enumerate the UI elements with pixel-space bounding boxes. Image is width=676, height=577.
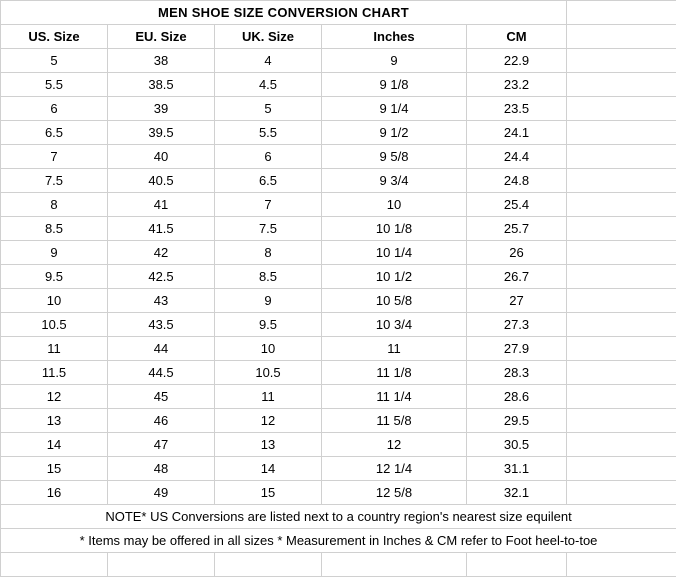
- cell-inches: 9 1/8: [322, 73, 467, 97]
- cell-cm: 23.2: [467, 73, 567, 97]
- cell-inches: 10 1/8: [322, 217, 467, 241]
- cell-uk-size: 11: [215, 385, 322, 409]
- table-row: [1, 145, 676, 169]
- empty-cell: [567, 217, 676, 241]
- cell-cm: 26: [467, 241, 567, 265]
- chart-title: MEN SHOE SIZE CONVERSION CHART: [1, 1, 567, 25]
- cell-inches: 11 5/8: [322, 409, 467, 433]
- cell-uk-size: 8: [215, 241, 322, 265]
- empty-cell: [567, 553, 676, 577]
- cell-inches: 9 1/2: [322, 121, 467, 145]
- table-row: [1, 241, 676, 265]
- empty-cell: [1, 553, 108, 577]
- cell-uk-size: 4.5: [215, 73, 322, 97]
- cell-uk-size: 5.5: [215, 121, 322, 145]
- cell-us-size: 14: [1, 433, 108, 457]
- cell-uk-size: 6.5: [215, 169, 322, 193]
- cell-us-size: 11.5: [1, 361, 108, 385]
- empty-cell: [567, 169, 676, 193]
- cell-us-size: 9.5: [1, 265, 108, 289]
- filler-row: [1, 553, 676, 577]
- cell-cm: 32.1: [467, 481, 567, 505]
- cell-inches: 9 3/4: [322, 169, 467, 193]
- cell-cm: 27: [467, 289, 567, 313]
- empty-cell: [567, 49, 676, 73]
- cell-cm: 25.4: [467, 193, 567, 217]
- empty-cell: [567, 409, 676, 433]
- cell-us-size: 9: [1, 241, 108, 265]
- title-row: [1, 1, 676, 25]
- cell-cm: 22.9: [467, 49, 567, 73]
- cell-inches: 11 1/4: [322, 385, 467, 409]
- cell-eu-size: 46: [108, 409, 215, 433]
- table-row: [1, 409, 676, 433]
- cell-cm: 23.5: [467, 97, 567, 121]
- empty-cell: [567, 97, 676, 121]
- table-row: [1, 361, 676, 385]
- column-header-uk-size: UK. Size: [215, 25, 322, 49]
- empty-cell: [567, 1, 676, 25]
- cell-us-size: 5.5: [1, 73, 108, 97]
- table-row: [1, 121, 676, 145]
- table-row: [1, 217, 676, 241]
- table-row: [1, 193, 676, 217]
- cell-inches: 9: [322, 49, 467, 73]
- cell-cm: 26.7: [467, 265, 567, 289]
- empty-cell: [567, 481, 676, 505]
- cell-inches: 10 1/4: [322, 241, 467, 265]
- cell-us-size: 10: [1, 289, 108, 313]
- table-row: [1, 457, 676, 481]
- cell-inches: 12 1/4: [322, 457, 467, 481]
- cell-cm: 30.5: [467, 433, 567, 457]
- cell-us-size: 6.5: [1, 121, 108, 145]
- cell-eu-size: 42.5: [108, 265, 215, 289]
- cell-cm: 24.8: [467, 169, 567, 193]
- cell-eu-size: 38.5: [108, 73, 215, 97]
- cell-eu-size: 40.5: [108, 169, 215, 193]
- table-row: [1, 313, 676, 337]
- empty-cell: [567, 121, 676, 145]
- cell-inches: 10 3/4: [322, 313, 467, 337]
- empty-cell: [567, 25, 676, 49]
- column-header-inches: Inches: [322, 25, 467, 49]
- cell-eu-size: 39: [108, 97, 215, 121]
- empty-cell: [567, 145, 676, 169]
- table-row: [1, 433, 676, 457]
- empty-cell: [567, 457, 676, 481]
- cell-us-size: 7: [1, 145, 108, 169]
- cell-inches: 10 5/8: [322, 289, 467, 313]
- cell-eu-size: 41: [108, 193, 215, 217]
- empty-cell: [567, 433, 676, 457]
- cell-us-size: 11: [1, 337, 108, 361]
- cell-uk-size: 7.5: [215, 217, 322, 241]
- table-row: [1, 265, 676, 289]
- empty-cell: [567, 385, 676, 409]
- cell-uk-size: 10: [215, 337, 322, 361]
- cell-eu-size: 44.5: [108, 361, 215, 385]
- cell-us-size: 12: [1, 385, 108, 409]
- empty-cell: [567, 193, 676, 217]
- cell-uk-size: 14: [215, 457, 322, 481]
- cell-eu-size: 42: [108, 241, 215, 265]
- cell-eu-size: 48: [108, 457, 215, 481]
- empty-cell: [108, 553, 215, 577]
- cell-inches: 11 1/8: [322, 361, 467, 385]
- table-row: [1, 481, 676, 505]
- cell-cm: 28.6: [467, 385, 567, 409]
- table-row: [1, 289, 676, 313]
- cell-cm: 24.1: [467, 121, 567, 145]
- cell-uk-size: 9: [215, 289, 322, 313]
- cell-cm: 28.3: [467, 361, 567, 385]
- cell-eu-size: 47: [108, 433, 215, 457]
- empty-cell: [215, 553, 322, 577]
- cell-us-size: 13: [1, 409, 108, 433]
- cell-cm: 31.1: [467, 457, 567, 481]
- table-row: [1, 97, 676, 121]
- cell-cm: 25.7: [467, 217, 567, 241]
- cell-us-size: 7.5: [1, 169, 108, 193]
- cell-uk-size: 10.5: [215, 361, 322, 385]
- note-row: [1, 529, 676, 553]
- cell-cm: 27.3: [467, 313, 567, 337]
- table-row: [1, 169, 676, 193]
- cell-inches: 10 1/2: [322, 265, 467, 289]
- cell-uk-size: 12: [215, 409, 322, 433]
- cell-inches: 9 1/4: [322, 97, 467, 121]
- cell-inches: 11: [322, 337, 467, 361]
- empty-cell: [567, 361, 676, 385]
- table-row: [1, 337, 676, 361]
- cell-eu-size: 41.5: [108, 217, 215, 241]
- cell-cm: 27.9: [467, 337, 567, 361]
- empty-cell: [567, 289, 676, 313]
- column-header-cm: CM: [467, 25, 567, 49]
- table-row: [1, 385, 676, 409]
- cell-inches: 12 5/8: [322, 481, 467, 505]
- cell-uk-size: 5: [215, 97, 322, 121]
- table-row: [1, 49, 676, 73]
- empty-cell: [567, 313, 676, 337]
- cell-uk-size: 15: [215, 481, 322, 505]
- note-conversions: NOTE* US Conversions are listed next to a country region's nearest size equilent: [1, 505, 676, 529]
- cell-inches: 10: [322, 193, 467, 217]
- cell-eu-size: 40: [108, 145, 215, 169]
- empty-cell: [567, 337, 676, 361]
- cell-us-size: 16: [1, 481, 108, 505]
- note-measurement: * Items may be offered in all sizes * Measurement in Inches & CM refer to Foot heel-to-toe: [1, 529, 676, 553]
- cell-eu-size: 39.5: [108, 121, 215, 145]
- cell-uk-size: 6: [215, 145, 322, 169]
- empty-cell: [567, 265, 676, 289]
- cell-uk-size: 9.5: [215, 313, 322, 337]
- empty-cell: [567, 73, 676, 97]
- empty-cell: [567, 241, 676, 265]
- table-body: [1, 1, 676, 577]
- column-header-us-size: US. Size: [1, 25, 108, 49]
- cell-inches: 9 5/8: [322, 145, 467, 169]
- cell-uk-size: 13: [215, 433, 322, 457]
- cell-us-size: 10.5: [1, 313, 108, 337]
- empty-cell: [322, 553, 467, 577]
- cell-eu-size: 38: [108, 49, 215, 73]
- cell-us-size: 15: [1, 457, 108, 481]
- cell-eu-size: 44: [108, 337, 215, 361]
- cell-uk-size: 7: [215, 193, 322, 217]
- cell-uk-size: 4: [215, 49, 322, 73]
- cell-eu-size: 43: [108, 289, 215, 313]
- table-row: [1, 73, 676, 97]
- cell-uk-size: 8.5: [215, 265, 322, 289]
- column-header-eu-size: EU. Size: [108, 25, 215, 49]
- note-row: [1, 505, 676, 529]
- cell-us-size: 8: [1, 193, 108, 217]
- cell-inches: 12: [322, 433, 467, 457]
- cell-us-size: 8.5: [1, 217, 108, 241]
- cell-cm: 29.5: [467, 409, 567, 433]
- cell-eu-size: 43.5: [108, 313, 215, 337]
- cell-us-size: 6: [1, 97, 108, 121]
- cell-eu-size: 49: [108, 481, 215, 505]
- cell-us-size: 5: [1, 49, 108, 73]
- empty-cell: [467, 553, 567, 577]
- cell-cm: 24.4: [467, 145, 567, 169]
- cell-eu-size: 45: [108, 385, 215, 409]
- header-row: [1, 25, 676, 49]
